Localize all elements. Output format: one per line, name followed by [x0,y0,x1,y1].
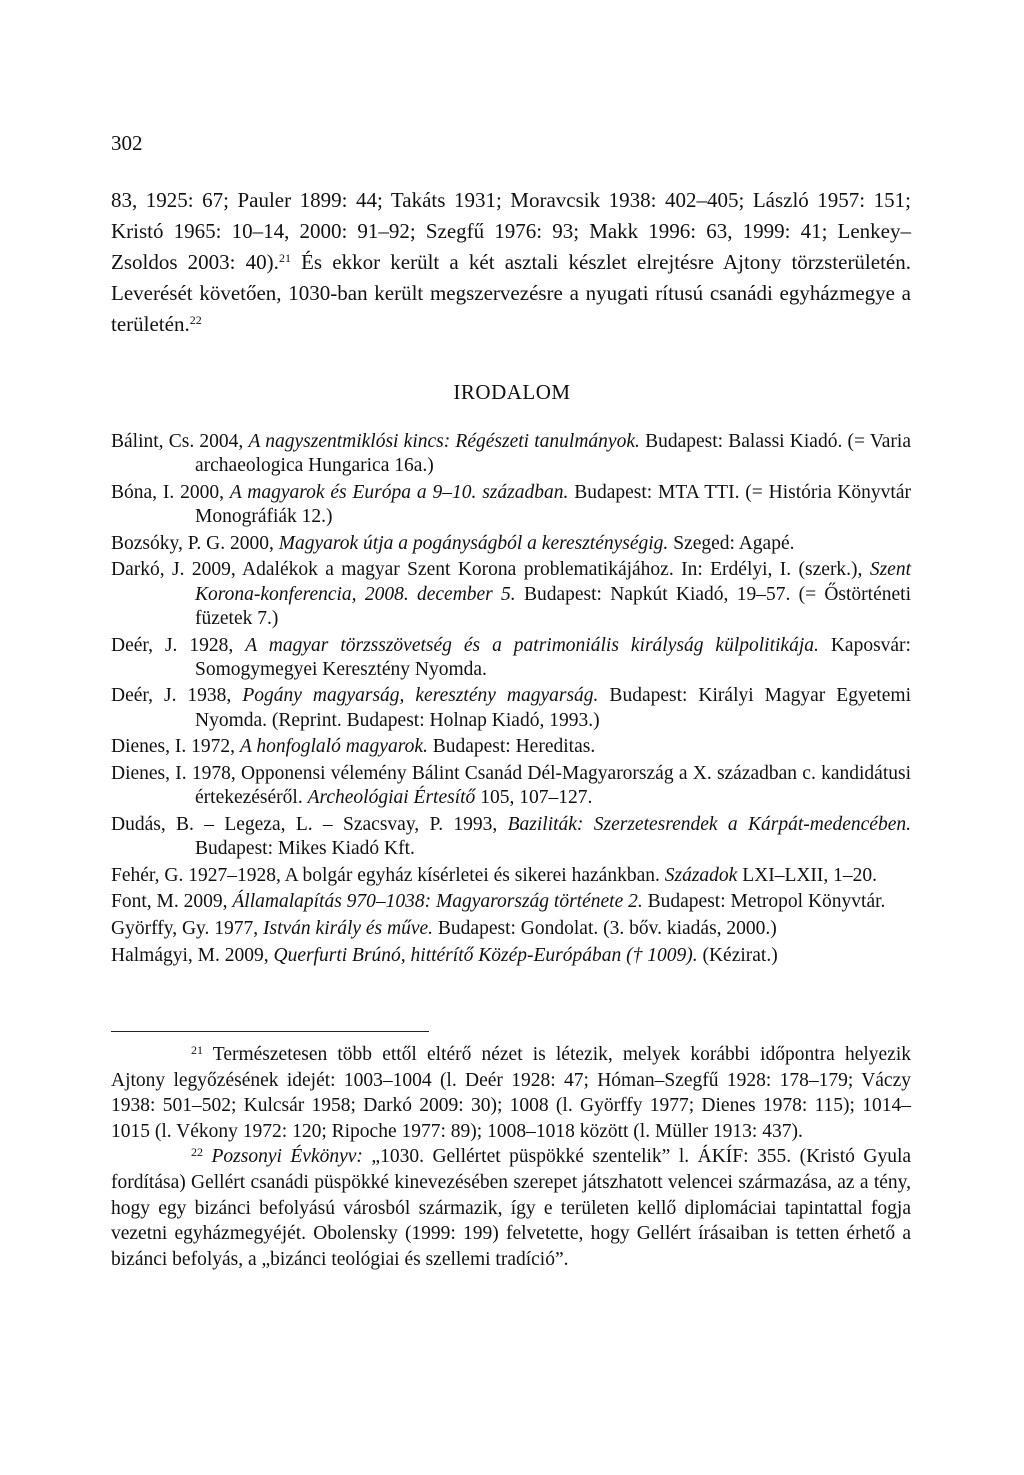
entry-author-year: Bóna, I. 2000, [111,481,230,503]
bibliography-entry [111,917,911,941]
entry-author-year: Bozsóky, P. G. 2000, [111,532,279,554]
bibliography-entry [111,634,911,683]
entry-publication: Kaposvár: Somogymegyei Keresztény Nyomda. [195,634,911,680]
entry-title: Szent Korona-konferencia, 2008. december 5. [195,559,911,605]
entry-publication: 105, 107–127. [475,787,593,809]
entry-author-year: Font, M. 2009, [111,891,233,913]
footnote [111,1042,911,1144]
footnote-ref: 22 [189,313,202,327]
entry-title: István király és műve. [263,917,434,939]
entry-author-year: Halmágyi, M. 2009, [111,944,274,966]
entry-publication: LXI–LXII, 1–20. [737,864,878,886]
body-text-part: 83, 1925: 67; Pauler 1899: 44; Takáts 1931; Moravcsik 1938: 402–405; László 1957: 151; Kristó 1965: 10–14, 2000: 91–92; Szegfű 1976: 93; Makk 1996: 63, 1999: 41; Lenkey–Zsoldos 2003: 40). [111,188,911,274]
footnote-ref: 21 [278,251,291,265]
bibliography-list [111,430,911,970]
bibliography-entry [111,430,911,479]
entry-author-year: Deér, J. 1928, [111,634,246,656]
footnote-number: 21 [191,1043,203,1057]
bibliography-entry [111,558,911,631]
entry-title: A magyar törzsszövetség és a patrimoniális királyság külpolitikája. [245,634,819,656]
entry-publication: Budapest: Napkút Kiadó, 19–57. (= Őstörténeti füzetek 7.) [195,583,911,629]
footnote-text [203,1146,212,1167]
entry-publication: Budapest: Mikes Kiadó Kft. [195,838,415,860]
entry-title: A nagyszentmiklósi kincs: Régészeti tanulmányok. [248,431,640,452]
bibliography-entry [111,944,911,968]
entry-publication: Szeged: Agapé. [668,532,795,554]
entry-author-year: Dienes, I. 1972, [111,736,240,758]
entry-publication: (Kézirat.) [697,944,778,966]
entry-publication: Budapest: MTA TTI. (= História Könyvtár Monográfiák 12.) [195,481,911,528]
entry-title: Querfurti Brúnó, hittérítő Közép-Európában († 1009). [273,944,698,966]
entry-publication: Budapest: Metropol Könyvtár. [642,891,886,913]
entry-author-year: Deér, J. 1938, [111,685,243,707]
footnote-title: Pozsonyi Évkönyv: [211,1146,363,1168]
bibliography-entry [111,762,911,811]
entry-title: Magyarok útja a pogányságból a kereszténységig. [278,532,669,554]
entry-title: Archeológiai Értesítő [307,787,476,809]
page-number: 302 [111,131,143,155]
entry-title: Pogány magyarság, keresztény magyarság. [242,685,599,707]
bibliography-entry [111,813,911,862]
footnote-number: 22 [191,1145,203,1160]
entry-title: Államalapítás 970–1038: Magyarország története 2. [232,891,643,913]
entry-author-year: Bálint, Cs. 2004, [111,431,249,452]
section-heading: IRODALOM [453,380,571,404]
entry-publication: Budapest: Királyi Magyar Egyetemi Nyomda. (Reprint. Budapest: Holnap Kiadó, 1993.) [195,685,912,731]
entry-author-year: Györffy, Gy. 1977, [111,917,264,939]
entry-author-year: Fehér, G. 1927–1928, A bolgár egyház kísérletei és sikerei hazánkban. [111,864,665,886]
footnote-divider [111,1031,429,1032]
footnote [111,1144,911,1272]
entry-author-year: Dienes, I. 1978, Opponensi vélemény Bálint Csanád Dél-Magyarország a X. században c. kandidátusi értekezéséről. [111,762,911,809]
footnote-text: „1030. Gellértet püspökké szentelik” l. ÁKÍF: 355. (Kristó Gyula fordítása) Gellért csanádi püspökké kinevezésében szerepet játszhatott velencei származása, az a tény, hogy egy bizánci befolyású városból származik, így e területen kellő diplomáciai tapintattal fogja vezetni egyházmegyéjét. Obolensky (1999: 199) felvetette, hogy Gellért írásaiban is tetten érhető a bizánci befolyás, a „bizánci teológiai és szellemi tradíció”. [111,1146,912,1270]
entry-title: A magyarok és Európa a 9–10. században. [229,481,569,503]
body-paragraph [111,185,911,340]
bibliography-entry [111,890,911,914]
bibliography-entry [111,684,911,733]
entry-author-year: Dudás, B. – Legeza, L. – Szacsvay, P. 1993, [111,813,508,835]
footnotes [111,1042,911,1272]
body-text-part: És ekkor került a két asztali készlet elrejtésre Ajtony törzsterületén. Leverését követően, 1030-ban került megszervezésre a nyugati rítusú csanádi egyházmegye a területén. [111,250,911,336]
footnote-text: Természetesen több ettől eltérő nézet is létezik, melyek korábbi időpontra helyezik Ajtony legyőzésének idejét: 1003–1004 (l. Deér 1928: 47; Hóman–Szegfű 1928: 178–179; Váczy 1938: 501–502; Kulcsár 1958; Darkó 2009: 30); 1008 (l. Györffy 1977; Dienes 1978: 115); 1014–1015 (l. Vékony 1972: 120; Ripoche 1977: 89); 1008–1018 között (l. Müller 1913: 437). [111,1044,911,1142]
bibliography-entry [111,735,911,759]
bibliography-entry [111,481,911,530]
entry-publication: Budapest: Gondolat. (3. bőv. kiadás, 2000.) [433,917,777,939]
bibliography-entry [111,532,911,556]
bibliography-entry [111,864,911,888]
entry-publication: Budapest: Balassi Kiadó. (= Varia archaeologica Hungarica 16a.) [195,431,911,477]
entry-title: Századok [664,864,738,886]
entry-publication: Budapest: Hereditas. [427,736,596,758]
entry-title: Baziliták: Szerzetesrendek a Kárpát-medencében. [507,813,911,835]
entry-title: A honfoglaló magyarok. [239,736,428,758]
entry-author-year: Darkó, J. 2009, Adalékok a magyar Szent Korona problematikájához. In: Erdélyi, I. (szerk.), [111,559,870,581]
